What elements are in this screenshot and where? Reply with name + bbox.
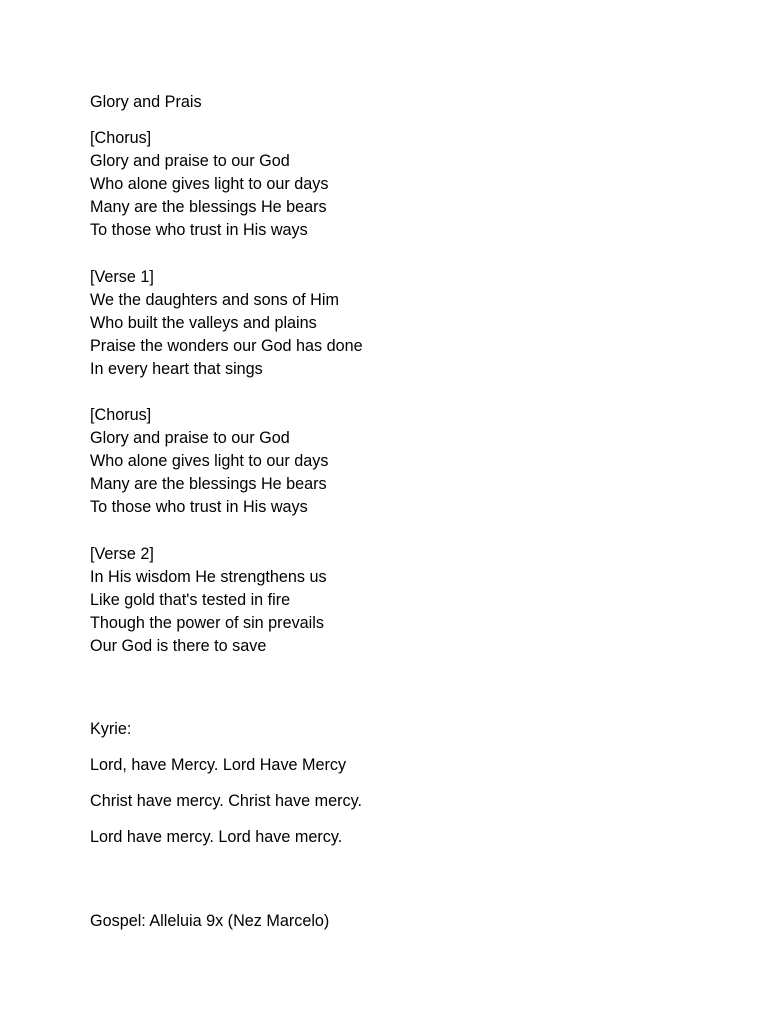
lyric-line: To those who trust in His ways [90,498,308,517]
lyric-line: Our God is there to save [90,636,267,655]
lyric-line: Glory and praise to our God [90,152,290,171]
lyric-line: Glory and praise to our God [90,429,290,448]
chorus-section [90,127,730,242]
verse-1-section [90,266,730,381]
lyric-line: We the daughters and sons of Him [90,290,339,309]
chorus-section [90,404,730,519]
lyric-line: Many are the blessings He bears [90,198,327,217]
lyric-line: Like gold that's tested in fire [90,590,291,609]
lyric-line: Many are the blessings He bears [90,475,327,494]
section-label: [Chorus] [90,406,152,425]
kyrie-line: Lord, have Mercy. Lord Have Mercy [90,756,347,775]
lyric-line: In His wisdom He strengthens us [90,567,327,586]
lyric-line: Praise the wonders our God has done [90,336,363,355]
section-label: [Verse 1] [90,267,154,286]
kyrie-heading: Kyrie: [90,719,132,738]
lyric-line: Who alone gives light to our days [90,175,329,194]
document-title: Glory and Prais [90,93,202,111]
lyric-line: To those who trust in His ways [90,221,308,240]
section-label: [Chorus] [90,129,152,148]
lyric-line: Though the power of sin prevails [90,613,324,632]
lyric-line: Who alone gives light to our days [90,452,329,471]
verse-2-section [90,543,730,658]
lyric-line: In every heart that sings [90,359,263,378]
document-page [90,91,730,933]
kyrie-line: Christ have mercy. Christ have mercy. [90,792,362,811]
lyric-line: Who built the valleys and plains [90,313,317,332]
gospel-line: Gospel: Alleluia 9x (Nez Marcelo) [90,912,330,931]
section-label: [Verse 2] [90,544,154,563]
kyrie-line: Lord have mercy. Lord have mercy. [90,828,343,847]
